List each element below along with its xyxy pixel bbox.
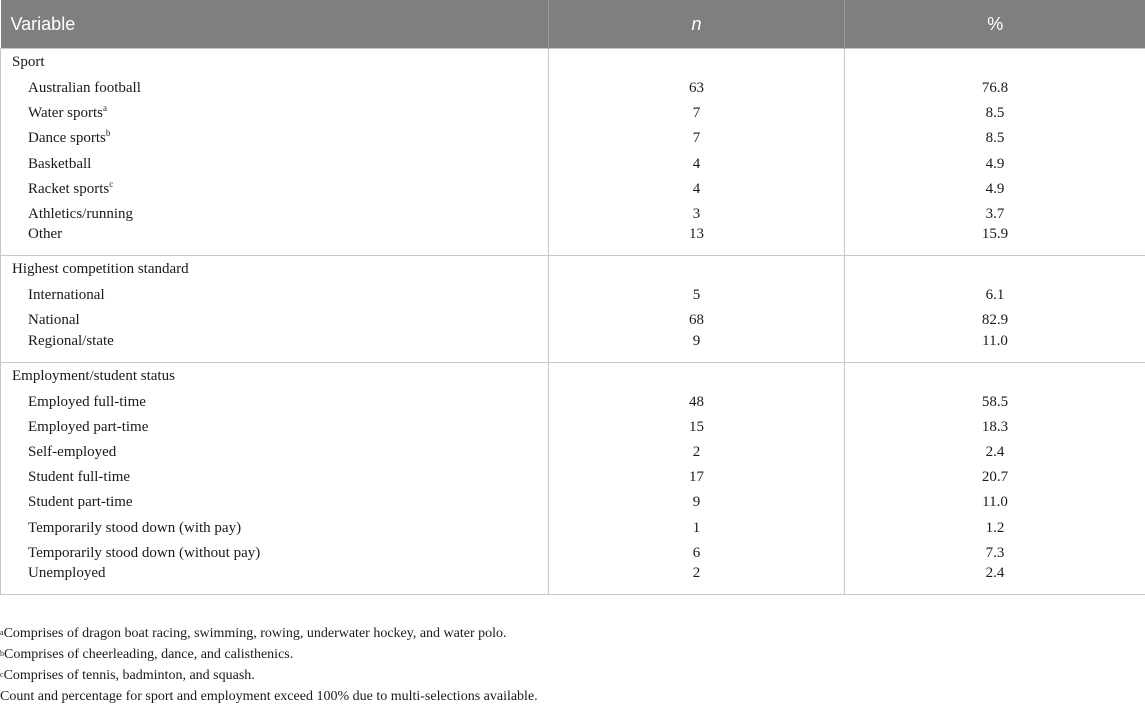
percent-cell: 58.5 — [845, 390, 1145, 415]
footnote-mark: c — [0, 670, 4, 679]
footnote-text: Count and percentage for sport and employment exceed 100% due to multi-selections available. — [0, 689, 538, 704]
percent-cell: 18.3 — [845, 415, 1145, 440]
percent-cell: 20.7 — [845, 465, 1145, 490]
row-label-cell — [1, 440, 549, 465]
row-label-cell — [1, 390, 549, 415]
row-label: Regional/state — [28, 333, 114, 349]
row-label: Racket sports — [28, 181, 109, 197]
row-label-cell — [1, 541, 549, 566]
table-row — [1, 390, 1145, 415]
header-percent: % — [845, 0, 1145, 49]
row-label-cell — [1, 283, 549, 308]
empty-cell — [845, 256, 1145, 284]
row-label: Dance sports — [28, 130, 106, 146]
table-row — [1, 283, 1145, 308]
percent-cell: 2.4 — [845, 566, 1145, 595]
empty-cell — [845, 49, 1145, 77]
percent-cell: 1.2 — [845, 515, 1145, 540]
header-row — [1, 0, 1145, 49]
row-label: Student full-time — [28, 469, 130, 485]
count-cell: 5 — [549, 283, 845, 308]
percent-cell: 4.9 — [845, 177, 1145, 202]
section-header-row — [1, 49, 1145, 77]
count-cell: 15 — [549, 415, 845, 440]
count-cell: 9 — [549, 490, 845, 515]
count-cell: 17 — [549, 465, 845, 490]
count-cell: 3 — [549, 202, 845, 227]
count-cell: 68 — [549, 308, 845, 333]
section-title: Highest competition standard — [1, 256, 549, 284]
row-label-cell — [1, 566, 549, 595]
row-label-cell — [1, 415, 549, 440]
count-cell: 6 — [549, 541, 845, 566]
footnote — [0, 644, 538, 665]
count-cell: 9 — [549, 334, 845, 363]
row-label-cell — [1, 126, 549, 151]
footnote-text: Comprises of dragon boat racing, swimming, rowing, underwater hockey, and water polo. — [4, 626, 507, 641]
table-row — [1, 541, 1145, 566]
footnote-text: Comprises of cheerleading, dance, and calisthenics. — [4, 647, 293, 662]
row-label: Temporarily stood down (without pay) — [28, 545, 260, 561]
row-label: National — [28, 312, 80, 328]
table-row — [1, 566, 1145, 595]
row-label: Basketball — [28, 156, 91, 172]
empty-cell — [549, 362, 845, 390]
count-cell: 13 — [549, 227, 845, 256]
count-cell: 2 — [549, 566, 845, 595]
table-row — [1, 152, 1145, 177]
percent-cell: 2.4 — [845, 440, 1145, 465]
count-cell: 2 — [549, 440, 845, 465]
row-label-cell — [1, 490, 549, 515]
row-label-cell — [1, 515, 549, 540]
footnote-mark: b — [0, 649, 4, 658]
table-row — [1, 126, 1145, 151]
row-label-cell — [1, 76, 549, 101]
count-cell: 63 — [549, 76, 845, 101]
header-n: n — [549, 0, 845, 49]
table-row — [1, 440, 1145, 465]
percent-cell: 8.5 — [845, 126, 1145, 151]
percent-cell: 3.7 — [845, 202, 1145, 227]
count-cell: 7 — [549, 101, 845, 126]
table-row — [1, 308, 1145, 333]
table-row — [1, 415, 1145, 440]
footnote-marker: a — [103, 103, 107, 113]
row-label: Employed full-time — [28, 394, 146, 410]
row-label: Unemployed — [28, 565, 105, 581]
table-row — [1, 334, 1145, 363]
percent-cell: 15.9 — [845, 227, 1145, 256]
row-label: Temporarily stood down (with pay) — [28, 520, 241, 536]
count-cell: 1 — [549, 515, 845, 540]
footnote — [0, 623, 538, 644]
count-cell: 7 — [549, 126, 845, 151]
table-row — [1, 490, 1145, 515]
row-label: Self-employed — [28, 444, 116, 460]
count-cell: 48 — [549, 390, 845, 415]
row-label: Australian football — [28, 80, 141, 96]
row-label: International — [28, 287, 105, 303]
count-cell: 4 — [549, 152, 845, 177]
section-header-row — [1, 362, 1145, 390]
section-title: Sport — [1, 49, 549, 77]
row-label-cell — [1, 101, 549, 126]
row-label-cell — [1, 202, 549, 227]
row-label-cell — [1, 334, 549, 363]
percent-cell: 4.9 — [845, 152, 1145, 177]
empty-cell — [549, 256, 845, 284]
table-row — [1, 465, 1145, 490]
row-label: Student part-time — [28, 494, 133, 510]
footnotes — [0, 623, 538, 707]
count-cell: 4 — [549, 177, 845, 202]
section-title: Employment/student status — [1, 362, 549, 390]
percent-cell: 76.8 — [845, 76, 1145, 101]
table-row — [1, 202, 1145, 227]
percent-cell: 11.0 — [845, 334, 1145, 363]
empty-cell — [845, 362, 1145, 390]
row-label: Other — [28, 226, 62, 242]
row-label: Water sports — [28, 105, 103, 121]
row-label-cell — [1, 308, 549, 333]
table-body — [1, 49, 1145, 595]
percent-cell: 6.1 — [845, 283, 1145, 308]
row-label: Athletics/running — [28, 206, 133, 222]
table-row — [1, 515, 1145, 540]
section-header-row — [1, 256, 1145, 284]
table-row — [1, 101, 1145, 126]
row-label: Employed part-time — [28, 419, 148, 435]
percent-cell: 82.9 — [845, 308, 1145, 333]
footnote — [0, 686, 538, 707]
footnote — [0, 665, 538, 686]
table-row — [1, 76, 1145, 101]
row-label-cell — [1, 227, 549, 256]
percent-cell: 11.0 — [845, 490, 1145, 515]
table-row — [1, 227, 1145, 256]
header-variable: Variable — [1, 0, 549, 49]
footnote-marker: c — [109, 179, 113, 189]
footnote-text: Comprises of tennis, badminton, and squash. — [4, 668, 255, 683]
footnote-marker: b — [106, 128, 111, 138]
empty-cell — [549, 49, 845, 77]
percent-cell: 8.5 — [845, 101, 1145, 126]
table-row — [1, 177, 1145, 202]
row-label-cell — [1, 152, 549, 177]
row-label-cell — [1, 177, 549, 202]
percent-cell: 7.3 — [845, 541, 1145, 566]
row-label-cell — [1, 465, 549, 490]
footnote-mark: a — [0, 628, 4, 637]
